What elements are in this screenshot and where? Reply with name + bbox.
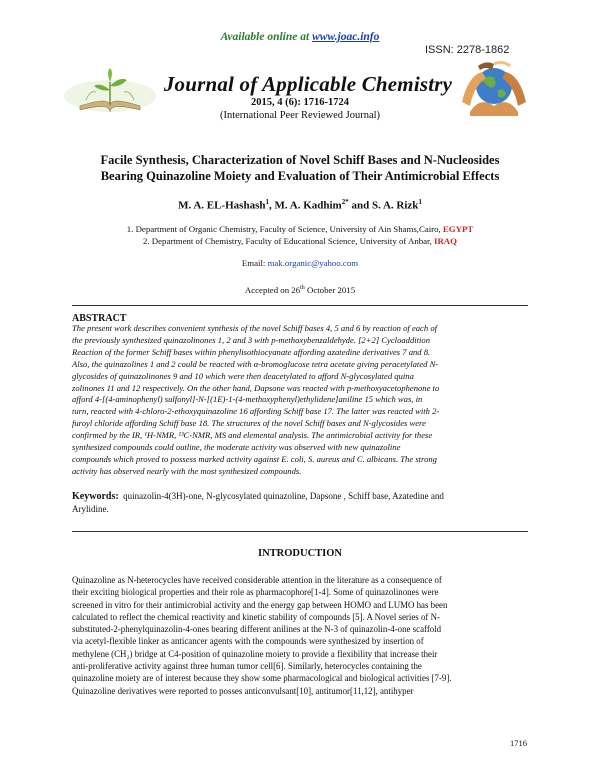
affiliation-2 [0,236,600,246]
email-label: Email: [241,258,268,268]
intro-line: Quinazoline as N-heterocycles have received considerable attention in the literature as a consequence of [72,575,442,585]
title-line-1: Facile Synthesis, Characterization of Novel Schiff Bases and N-Nucleosides [100,153,500,167]
intro-line: anti-proliferative activity against three human tumor cell[6]. Similarly, heterocycles containing the [72,661,422,672]
author-name: M. A. Kadhim [274,199,342,212]
keywords-block [72,490,532,516]
intro-line: via acetyl-flexible linker as anticancer agents with the compounds were synthesized by insertion of [72,636,424,647]
introduction-body [72,574,532,697]
affiliation-country: EGYPT [442,224,474,234]
author-affiliation-mark: 1 [418,198,422,206]
accepted-suffix: October 2015 [304,285,356,295]
keywords-text: quinazolin-4(3H)-one, N-glycosylated quinazoline, Dapsone , Schiff base, Azatedine and [123,491,444,501]
abstract-line: the previously synthesized quinazolinones 1, 2 and 3 with p-methoxybenzaldehyde. [2+2] Cycloaddition [72,334,431,345]
intro-line: methylene (CH₂) bridge at C4-position of quinazoline moiety to provide a flexibility that increase their [72,648,438,659]
abstract-heading: ABSTRACT [72,313,127,324]
author-affiliation-mark: 2* [341,198,349,206]
author-separator: , [268,199,275,212]
divider [72,305,528,306]
affiliation-text: 2. Department of Chemistry, Faculty of Educational Science, University of Anbar, [143,236,435,246]
abstract-line: Reaction of the former Schiff bases within phenylisothiocyanate affording azatedine derivatives 7 and 8. [72,346,431,357]
intro-line: screened in vitro for their antimicrobial activity and the energy gap between HOMO and LUMO has been [72,599,448,610]
accepted-prefix: Accepted on 26 [244,285,301,295]
intro-line: Quinazoline derivatives were reported to posses anticonvulsant[10], antitumor[11,12], antihyper [72,685,414,696]
accepted-ordinal: th [300,285,305,292]
contact-email [0,258,600,268]
abstract-line: turn, reacted with 4-chloro-2-ethoxyquinazoline 16 affording Schiff base 17. The latter was reacted with 2- [72,406,440,417]
keywords-line [72,490,532,503]
intro-line: their exciting biological properties and their role as pharmacophore[1-4]. Some of quinazolinones were [72,587,439,598]
author-list [0,198,600,212]
abstract-line: confirmed by the IR, ¹H-NMR, ¹³C-NMR, MS and elemental analysis. The antimicrobial activity for these [72,430,433,441]
availability-prefix: Available online at [220,31,313,43]
author-name: S. A. Rizk [371,199,419,212]
peer-review-note: (International Peer Reviewed Journal) [219,110,381,121]
author-separator: and [348,199,372,212]
abstract-line: Also, the quinazolines 1 and 2 could be reacted with α-bromoglucose tetra acetate giving peracetylated N- [72,358,439,369]
title-line-2: Bearing Quinazoline Moiety and Evaluation of Their Antimicrobial Effects [100,169,500,183]
intro-line: substituted-2-phenylquinazolin-4-ones bearing different anilines at the N-3 of quinazolin-4-one scaffold [72,624,442,635]
abstract-line: The present work describes convenient synthesis of the novel Schiff bases 4, 5 and 6 by reaction of each of [72,323,437,333]
abstract-body [72,323,532,478]
email-link[interactable]: mak.organic@yahoo.com [267,258,359,268]
affiliation-text: 1. Department of Organic Chemistry, Faculty of Science, University of Ain Shams,Cairo, [126,224,443,234]
abstract-line: furoyl chloride affording Schiff base 18. The structures of the novel Schiff bases and N-glycosides were [72,418,426,429]
affiliation-country: IRAQ [434,236,457,246]
divider [72,531,528,532]
intro-line: calculated to reflect the chemical reactivity and kinetic stability of compounds [5]. A Novel series of N- [72,611,440,622]
journal-name: Journal of Applicable Chemistry [163,72,453,96]
accepted-date [0,285,600,295]
abstract-line: activity has observed nearly with the most synthesized compounds. [72,465,302,476]
introduction-heading: INTRODUCTION [257,548,342,559]
hands-globe-logo-icon [456,56,532,118]
article-title [40,152,560,184]
abstract-line: zolinones 11 and 12 respectively. On the other hand, Dapsone was reacted with p-methoxyacetophenone to [72,382,440,393]
availability-line [0,31,600,43]
page-number: 1716 [510,738,527,748]
keywords-label: Keywords: [72,491,119,502]
journal-volume: 2015, 4 (6): 1716-1724 [251,97,349,108]
affiliation-1 [0,224,600,234]
abstract-line: afford 4-[(4-aminophenyl) sulfonyl]-N-[(1E)-1-(4-methoxyphenyl)ethylidene]aniline 15 which was, in [72,394,423,405]
journal-url-link[interactable]: www.joac.info [312,31,380,43]
author-name: M. A. EL-Hashash [178,199,266,212]
keywords-text-continued: Arylidine. [72,504,109,514]
author-affiliation-mark: 1 [265,198,269,206]
abstract-line: glycosides of quinazolinones 9 and 10 which were then deacetylated to afford N-glycosylated quina [72,370,414,381]
abstract-line: synthesized compounds could outline, the moderate activity was observed with new quinazoline [72,442,401,453]
issn-label: ISSN: 2278-1862 [425,44,510,56]
intro-line: quinazoline moiety are of interest because they show some pharmacological and biological activities [7-9]. [72,673,452,684]
abstract-line: compounds which proved to possess marked activity against E. coli, S. aureus and C. albicans. The strong [72,453,437,464]
